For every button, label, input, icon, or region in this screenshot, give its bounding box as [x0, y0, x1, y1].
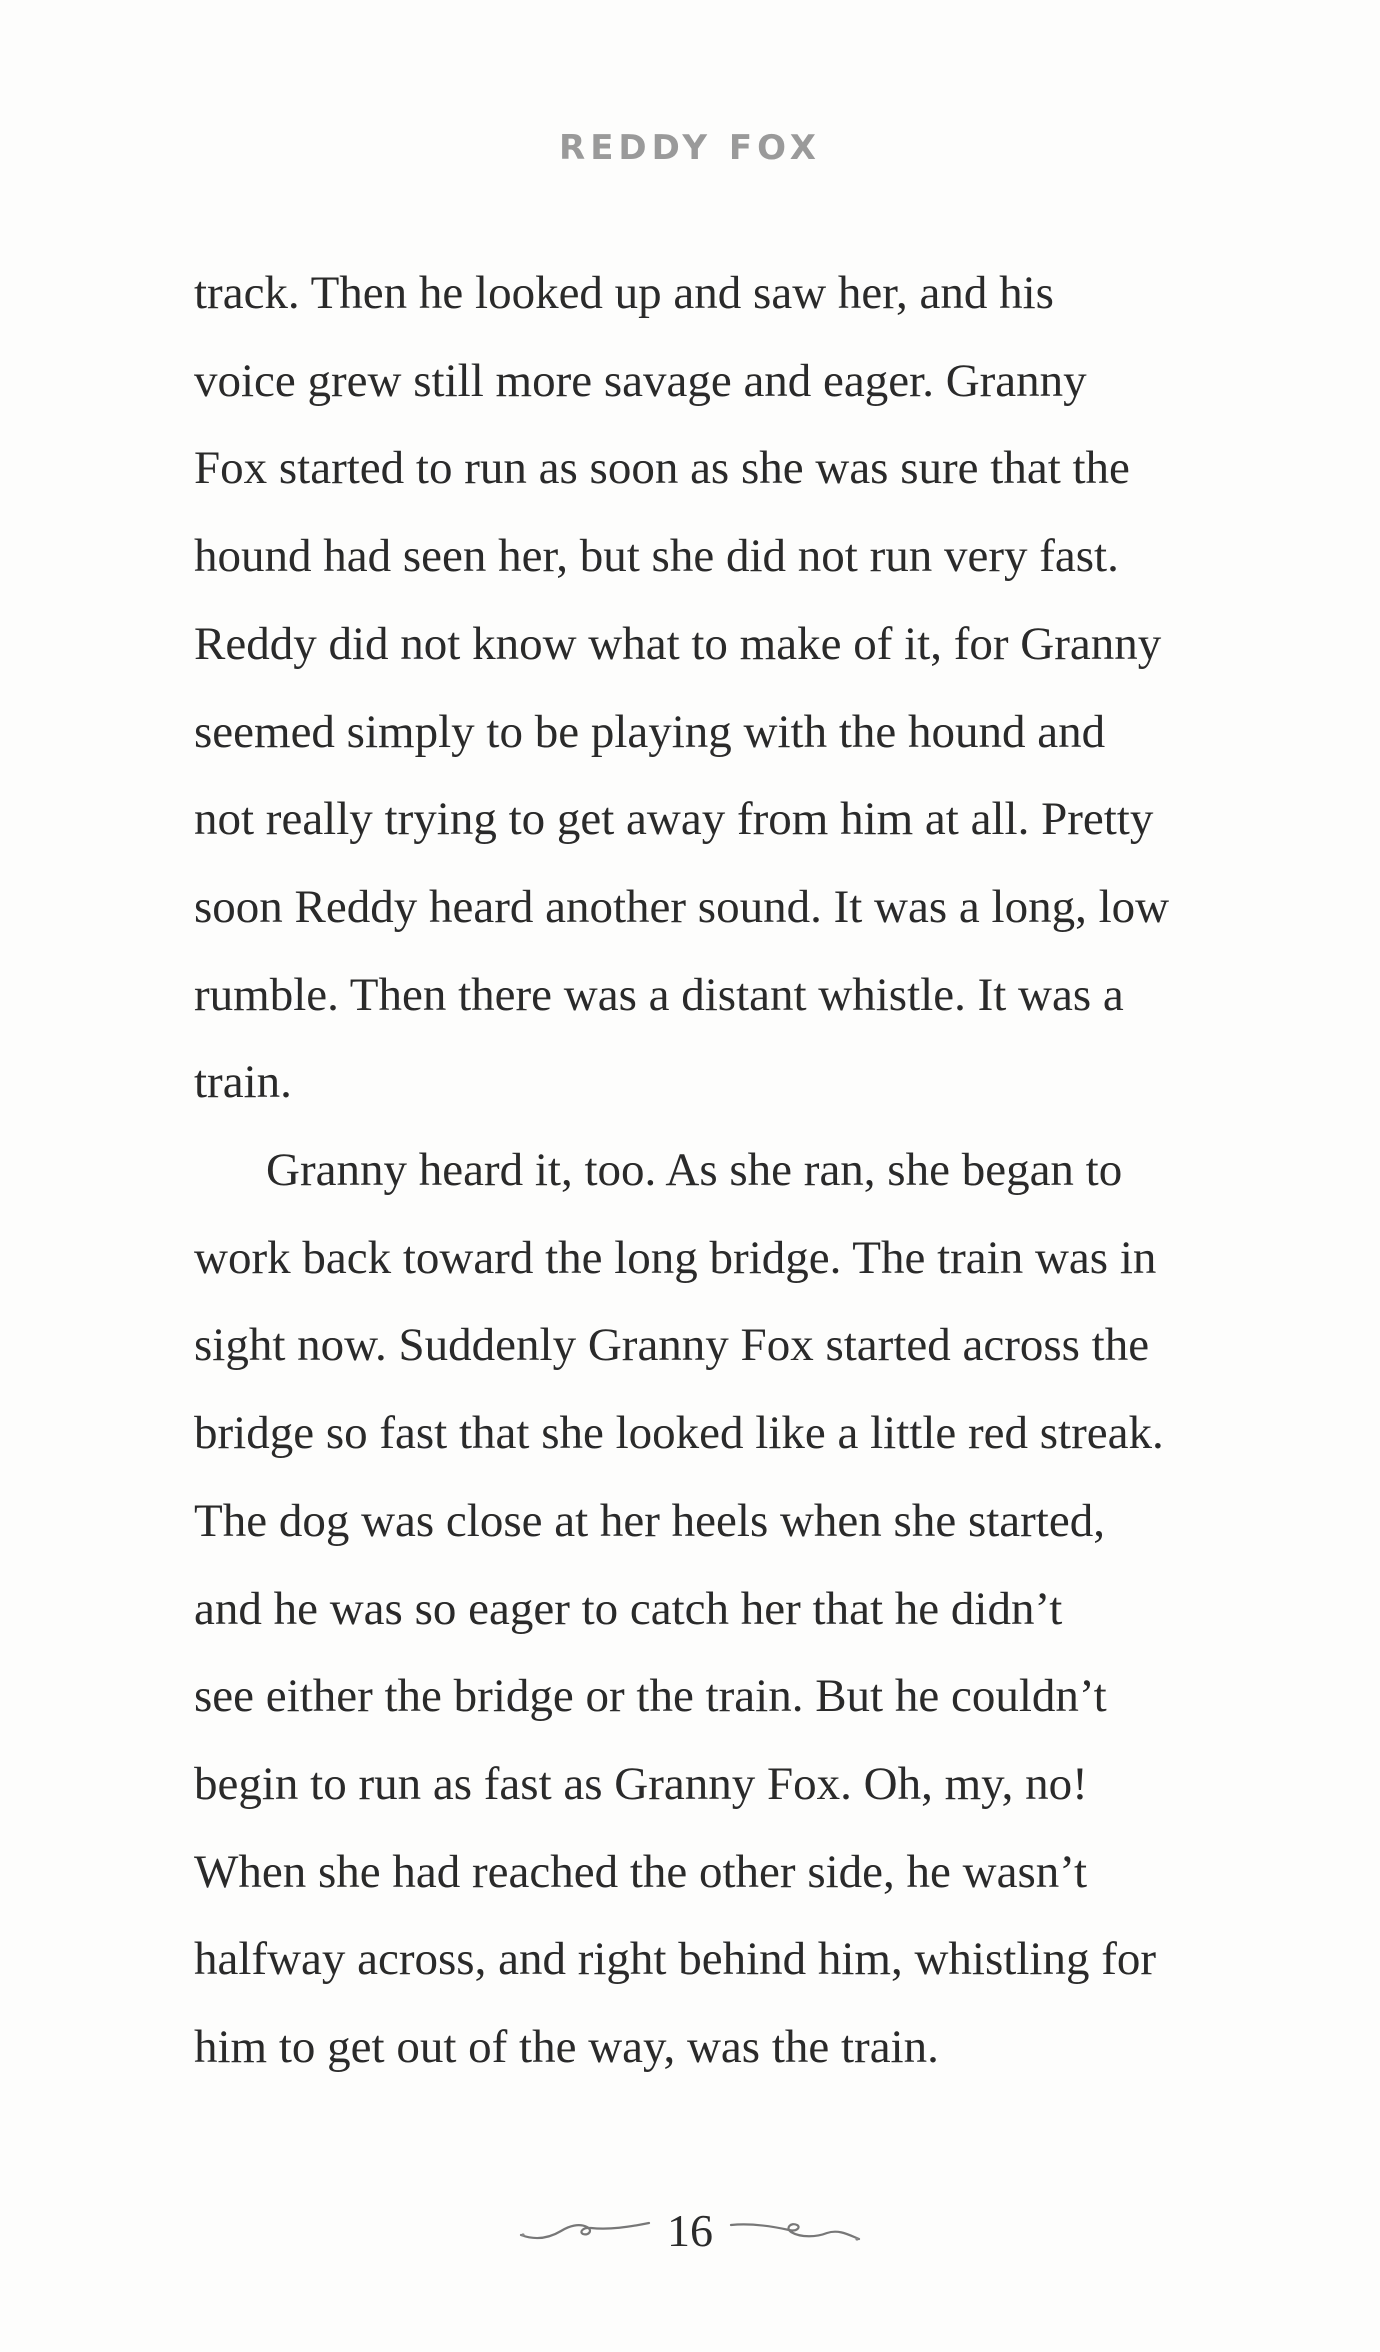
text-line: rumble. Then there was a distant whistle. It was a — [194, 968, 1124, 1021]
text-line: The dog was close at her heels when she started, — [194, 1494, 1105, 1547]
text-line: seemed simply to be playing with the hound and — [194, 705, 1106, 758]
text-line: not really trying to get away from him at all. Pretty — [194, 793, 1154, 846]
text-line: work back toward the long bridge. The train was in — [194, 1231, 1157, 1284]
text-line: soon Reddy heard another sound. It was a long, low — [194, 880, 1170, 933]
flourish-right-icon — [727, 2213, 863, 2247]
text-line: hound had seen her, but she did not run very fast. — [194, 530, 1119, 583]
running-head: REDDY FOX — [559, 128, 821, 168]
text-line: train. — [194, 1056, 292, 1109]
text-line: begin to run as fast as Granny Fox. Oh, my, no! — [194, 1757, 1088, 1810]
text-line: him to get out of the way, was the train. — [194, 2021, 939, 2074]
text-line: track. Then he looked up and saw her, and his — [194, 267, 1054, 319]
text-line: bridge so fast that she looked like a little red streak. — [194, 1407, 1164, 1460]
text-line: halfway across, and right behind him, whistling for — [194, 1933, 1157, 1986]
text-line: Reddy did not know what to make of it, for Granny — [194, 617, 1162, 670]
text-line: voice grew still more savage and eager. Granny — [194, 354, 1087, 407]
body-text — [194, 250, 1344, 2092]
flourish-left-icon — [517, 2213, 653, 2247]
text-line: see either the bridge or the train. But he couldn’t — [194, 1670, 1107, 1723]
paragraph-start-line: Granny heard it, too. As she ran, she began to — [266, 1144, 1123, 1197]
text-line: Fox started to run as soon as she was sure that the — [194, 442, 1130, 495]
text-line: and he was so eager to catch her that he didn’t — [194, 1582, 1063, 1635]
text-line: sight now. Suddenly Granny Fox started across the — [194, 1319, 1150, 1372]
page-number: 16 — [667, 2204, 713, 2256]
page-folio — [0, 2200, 1380, 2260]
text-line: When she had reached the other side, he wasn’t — [194, 1845, 1088, 1898]
